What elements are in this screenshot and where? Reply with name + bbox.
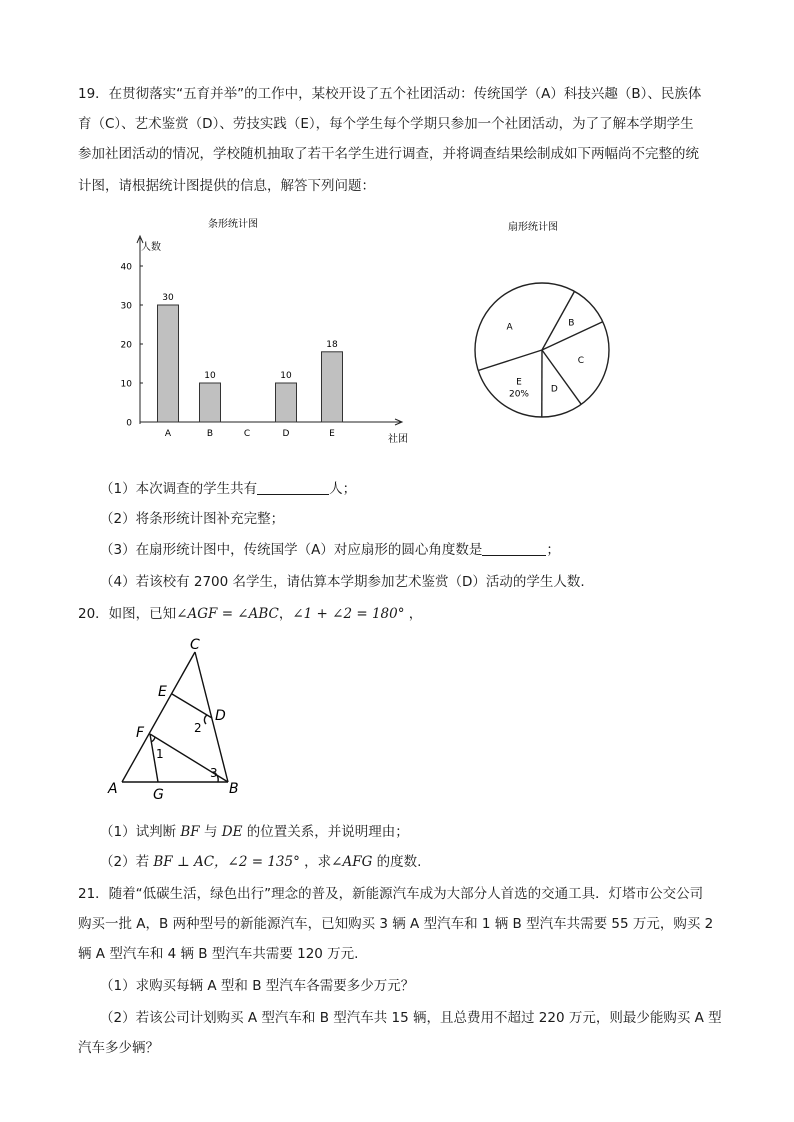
- q20-sub-1-prefix: （1）试判断: [100, 824, 181, 840]
- bar-chart-bars: [158, 293, 343, 422]
- q20-sub-2: [100, 852, 421, 872]
- q21-line-3: 辆 A 型汽车和 4 辆 B 型汽车共需要 120 万元.: [78, 946, 359, 962]
- q19-sub-3: [100, 540, 560, 560]
- pie-chart-slices: [475, 283, 609, 417]
- bar-chart-ylabel: 人数: [141, 242, 161, 253]
- bar-chart-data-label: 10: [204, 371, 216, 381]
- q19-sub-3-end: ；: [546, 542, 560, 558]
- q21-sub-2-line-2: 汽车多少辆？: [78, 1040, 159, 1056]
- angle-label-3: 3: [210, 766, 218, 780]
- answer-blank-total[interactable]: [257, 480, 329, 495]
- q20-sub-2-cond: BF ⊥ AC，∠2 = 135°: [153, 854, 300, 870]
- bar-chart-bar: [322, 352, 343, 422]
- pie-chart-percent-label: 20%: [508, 389, 530, 400]
- pie-chart-slice-label: B: [568, 318, 575, 329]
- q19-sub-1-text: （1）本次调查的学生共有: [100, 481, 258, 497]
- bar-chart-category-label: E: [329, 429, 335, 439]
- q20-header: [78, 604, 422, 624]
- bar-chart-title: 条形统计图: [208, 219, 258, 230]
- q19-sub-4: （4）若该校有 2700 名学生，请估算本学期参加艺术鉴赏（D）活动的学生人数.: [100, 574, 585, 590]
- q19-sub-1-unit: 人；: [329, 481, 357, 497]
- bar-chart-category-label: A: [164, 429, 172, 439]
- pie-chart-slice-label: A: [506, 322, 513, 333]
- bar-chart-category-label: C: [243, 429, 251, 439]
- q19-line-2: 育（C）、艺术鉴赏（D）、劳技实践（E），每个学生每个学期只参加一个社团活动，为了了解本学期学生: [78, 116, 694, 132]
- q20-sub-1: [100, 822, 409, 842]
- pie-chart: [470, 212, 620, 427]
- q20-sub-2-prefix: （2）若: [100, 854, 154, 870]
- point-label-b: B: [229, 781, 239, 797]
- q20-sub-1-mid: 与: [199, 824, 222, 840]
- q20-sub-1-suffix: 的位置关系，并说明理由；: [242, 824, 409, 840]
- triangle-figure: [100, 636, 260, 808]
- point-label-d: D: [215, 708, 226, 724]
- bar-chart-data-label: 30: [162, 293, 174, 303]
- bar-chart-bar: [158, 305, 179, 422]
- answer-blank-angle[interactable]: [482, 541, 546, 556]
- q20-condition-1: ∠AGF = ∠ABC: [176, 606, 279, 622]
- q19-line-3: 参加社团活动的情况，学校随机抽取了若干名学生进行调查，并将调查结果绘制成如下两幅尚不完整的统: [78, 146, 699, 162]
- bar-chart-y-tick-label: 0: [126, 418, 132, 429]
- bar-chart-data-label: 18: [326, 339, 338, 350]
- bar-chart-y-tick-label: 20: [120, 340, 132, 351]
- q19-line-4: 计图，请根据统计图提供的信息，解答下列问题：: [78, 178, 375, 194]
- bar-chart: [100, 210, 420, 450]
- q21-line-2: 购买一批 A，B 两种型号的新能源汽车，已知购买 3 辆 A 型汽车和 1 辆 B 型汽车共需要 55 万元，购买 2: [78, 916, 714, 932]
- point-label-g: G: [153, 787, 164, 803]
- bar-chart-category-label: D: [282, 429, 290, 439]
- q20-sep: ，: [278, 606, 293, 622]
- q21-sub-2-line-1: （2）若该公司计划购买 A 型汽车和 B 型汽车共 15 辆，且总费用不超过 220 万元，则最少能购买 A 型: [100, 1010, 722, 1026]
- q21-line-1: 21．随着“低碳生活，绿色出行”理念的普及，新能源汽车成为大部分人首选的交通工具．灯塔市公交公司: [78, 886, 704, 902]
- point-label-c: C: [190, 637, 200, 653]
- point-label-f: F: [136, 725, 145, 741]
- q19-sub-3-text: （3）在扇形统计图中，传统国学（A）对应扇形的圆心角度数是: [100, 542, 483, 558]
- q20-sub-2-target: ∠AFG: [331, 854, 373, 870]
- q20-header-suffix: ，: [404, 606, 423, 622]
- q21-sub-1: （1）求购买每辆 A 型和 B 型汽车各需要多少万元？: [100, 978, 415, 994]
- q19-line-1: 19．在贯彻落实“五育并举”的工作中，某校开设了五个社团活动：传统国学（A）科技兴趣（B）、民族体: [78, 86, 702, 102]
- q19-sub-1: [100, 479, 356, 499]
- q20-sub-1-de: DE: [221, 824, 243, 840]
- pie-chart-slice-label: C: [577, 356, 585, 367]
- angle-label-2: 2: [194, 721, 202, 735]
- bar-chart-y-tick-label: 40: [120, 262, 132, 273]
- q20-sub-1-bf: BF: [180, 824, 200, 840]
- pie-chart-slice-label: E: [516, 377, 522, 388]
- bar-chart-data-label: 10: [280, 371, 292, 381]
- bar-chart-bar: [276, 383, 297, 422]
- q20-header-prefix: 20．如图，已知: [78, 606, 177, 622]
- bar-chart-category-label: B: [206, 429, 214, 439]
- pie-chart-title: 扇形统计图: [508, 222, 558, 233]
- bar-chart-y-tick-label: 30: [120, 301, 132, 312]
- q19-sub-2: （2）将条形统计图补充完整；: [100, 511, 285, 527]
- point-label-e: E: [158, 684, 167, 700]
- q20-sub-2-mid: ，求: [299, 854, 332, 870]
- point-label-a: A: [108, 781, 118, 797]
- q20-condition-2: ∠1 + ∠2 = 180°: [292, 606, 405, 622]
- bar-chart-xlabel: 社团: [388, 434, 408, 445]
- q20-sub-2-suffix: 的度数.: [372, 854, 422, 870]
- pie-chart-slice-label: D: [550, 384, 558, 395]
- bar-chart-bar: [200, 383, 221, 422]
- angle-label-1: 1: [156, 747, 164, 761]
- bar-chart-y-tick-label: 10: [120, 379, 132, 390]
